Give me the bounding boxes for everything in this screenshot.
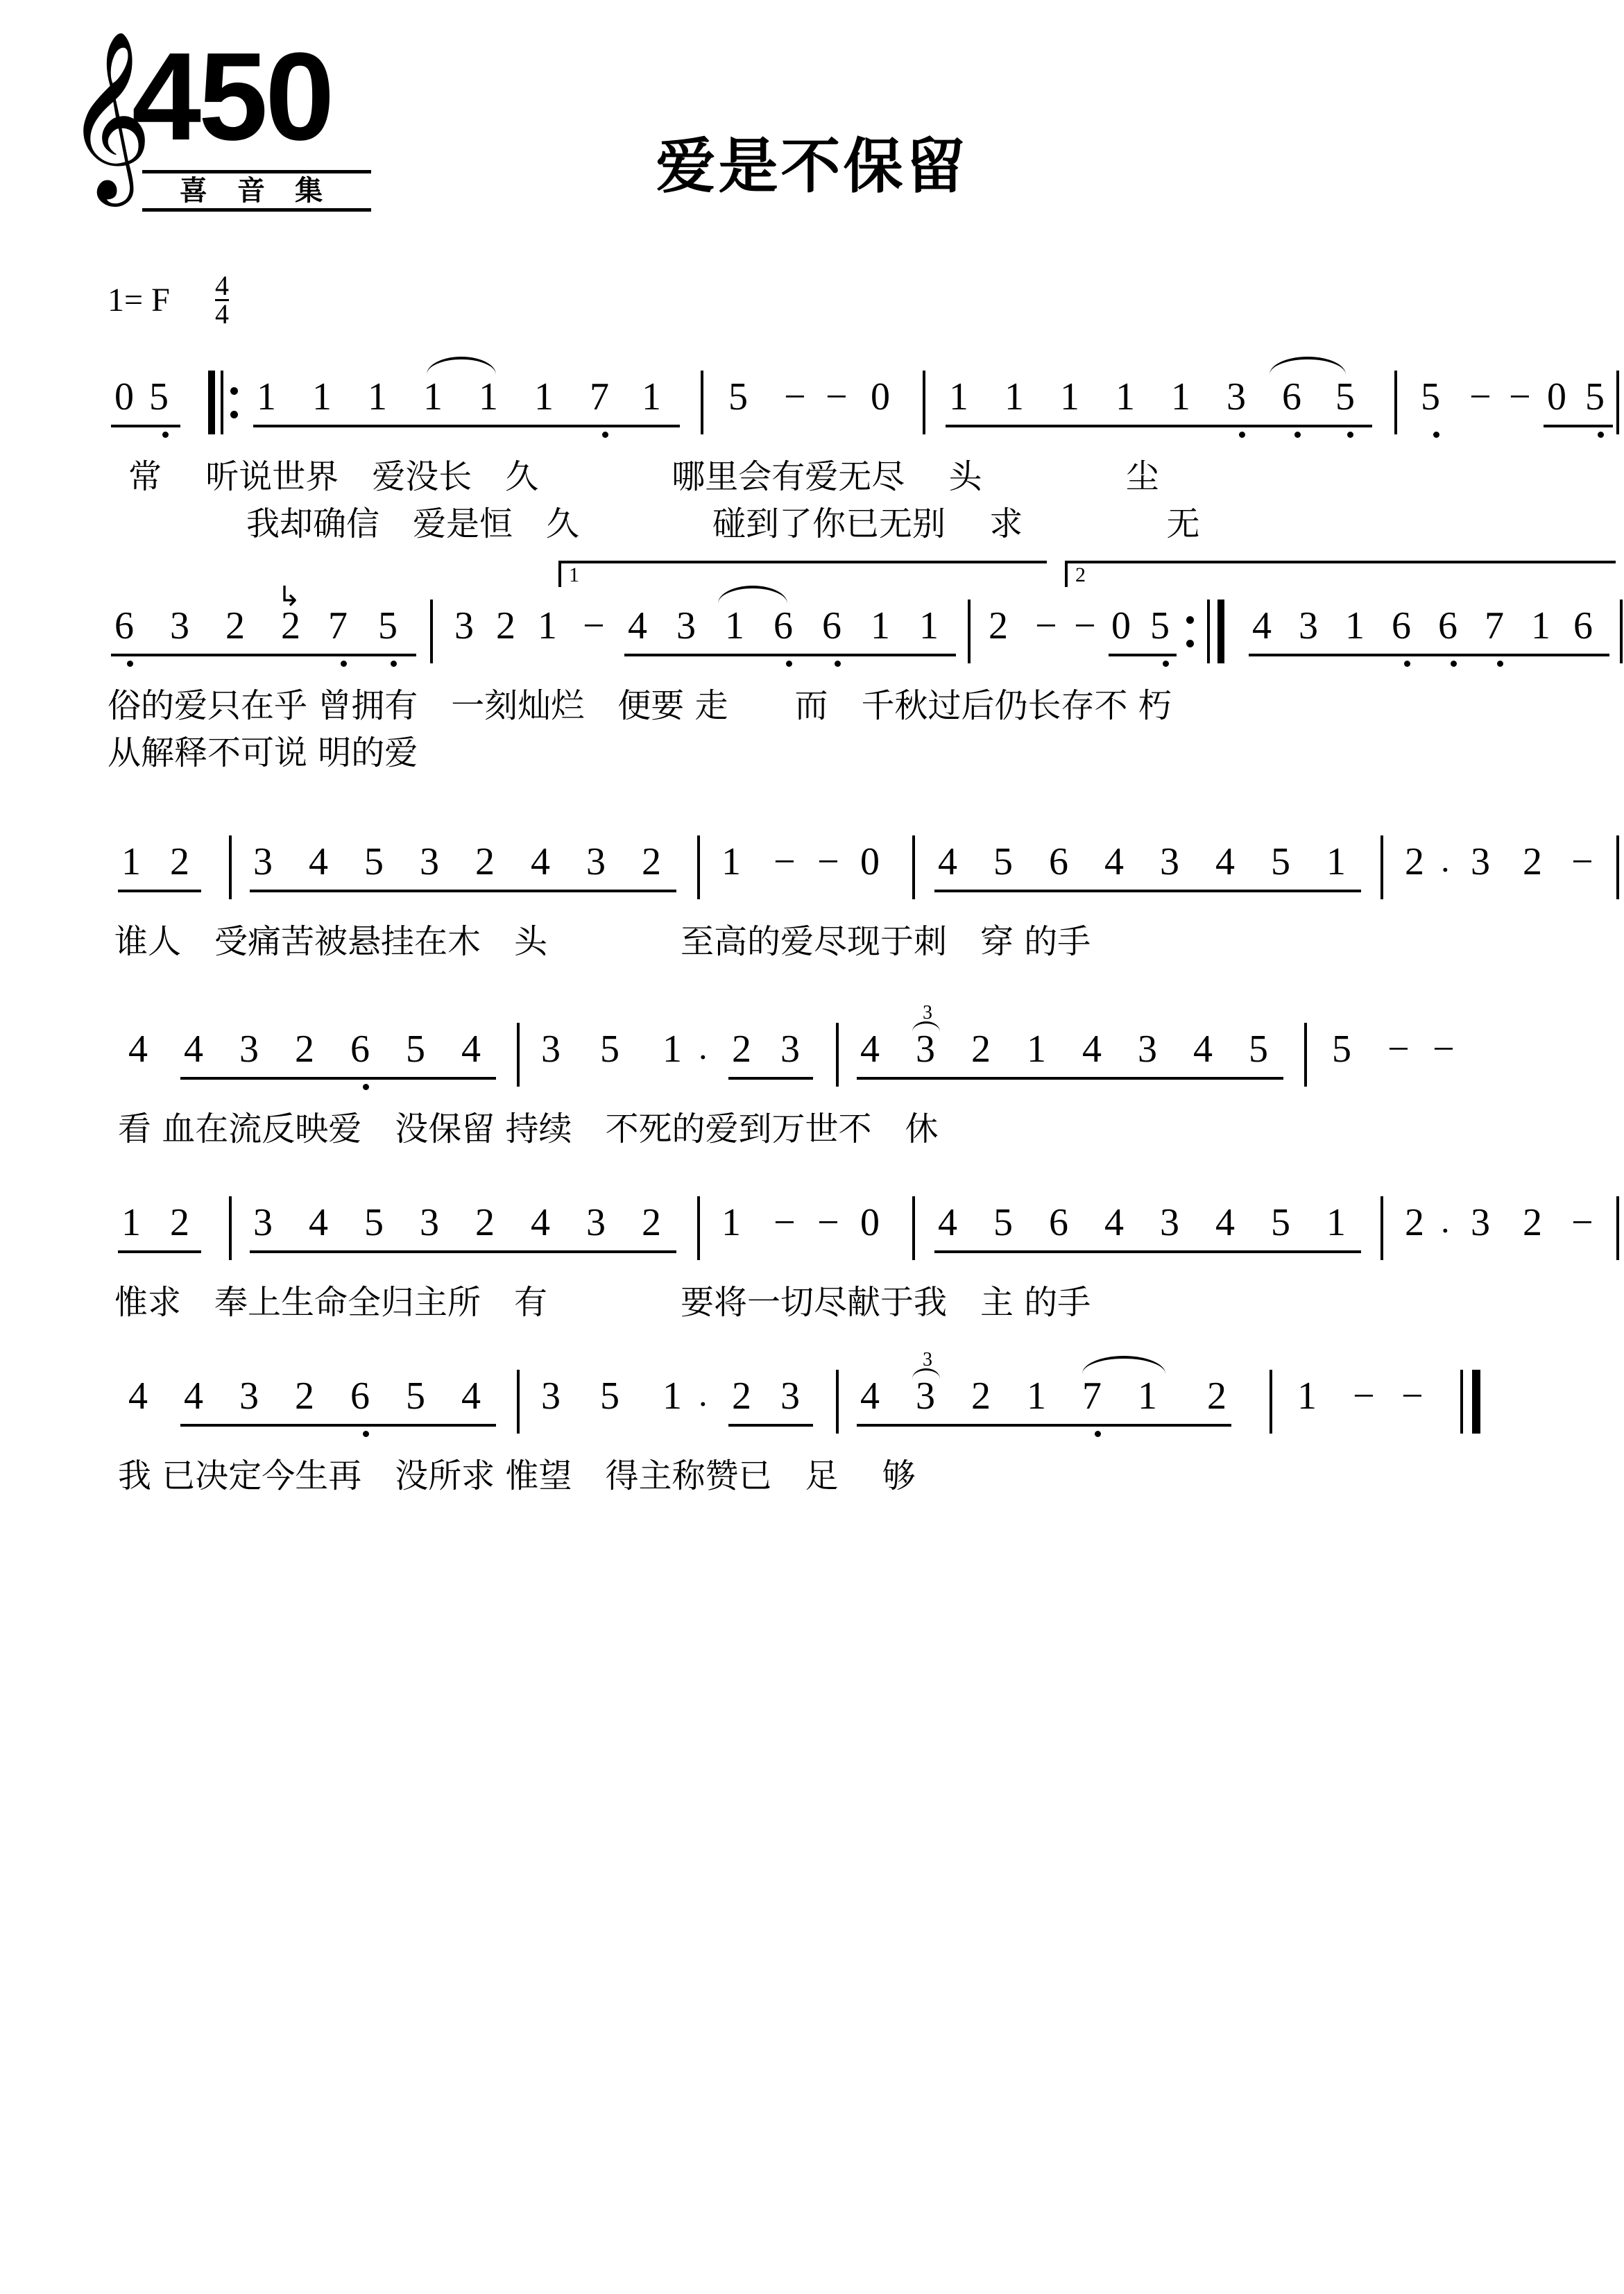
note: − xyxy=(1401,1375,1424,1418)
note: − xyxy=(826,375,848,418)
note: 3 xyxy=(454,604,474,647)
note: 0 xyxy=(860,840,880,883)
note: 1 xyxy=(721,840,741,883)
time-signature xyxy=(215,270,229,330)
note: 7 xyxy=(1485,604,1504,647)
note: 5 xyxy=(1332,1028,1351,1071)
octave-dot-low xyxy=(162,432,169,438)
note: 1 xyxy=(1138,1375,1157,1418)
beam xyxy=(118,1250,201,1253)
note: 5 xyxy=(406,1028,425,1071)
note: 6 xyxy=(350,1028,370,1071)
beam xyxy=(857,1077,1283,1080)
final-barline-thin xyxy=(1460,1370,1463,1434)
note: 5 xyxy=(378,604,398,647)
octave-dot-low xyxy=(363,1431,369,1437)
barline xyxy=(697,835,700,899)
note: 2 xyxy=(170,1201,189,1244)
barline xyxy=(701,371,703,434)
note: 6 xyxy=(822,604,841,647)
note: 6 xyxy=(114,604,134,647)
note: 6 xyxy=(1438,604,1458,647)
note: 1 xyxy=(538,604,557,647)
note: 2 xyxy=(1207,1375,1226,1418)
beam xyxy=(946,425,1372,427)
octave-dot-low xyxy=(1095,1431,1101,1437)
note: 6 xyxy=(1049,840,1068,883)
note: 5 xyxy=(1249,1028,1268,1071)
note: 1 xyxy=(871,604,890,647)
key-signature: 1= F xyxy=(108,282,170,318)
barline xyxy=(1394,371,1397,434)
dotted-rhythm-dot: · xyxy=(697,1384,709,1423)
note: 0 xyxy=(1547,375,1566,418)
note: 0 xyxy=(114,375,134,418)
note: 5 xyxy=(1335,375,1355,418)
note: 3 xyxy=(170,604,189,647)
octave-dot-low xyxy=(341,661,347,667)
time-signature-denominator: 4 xyxy=(215,298,229,330)
note: 2 xyxy=(642,1201,661,1244)
note: 4 xyxy=(1082,1028,1102,1071)
lyrics-verse-2 xyxy=(0,726,1624,772)
note: − xyxy=(817,840,839,883)
collection-number: 450 xyxy=(132,27,332,167)
beam xyxy=(180,1424,496,1427)
collection-name: 喜 音 集 xyxy=(142,170,371,212)
note: 1 xyxy=(1027,1375,1046,1418)
note: − xyxy=(1469,375,1491,418)
note: 1 xyxy=(1326,1201,1346,1244)
beam xyxy=(728,1077,813,1080)
note: 3 xyxy=(1471,840,1490,883)
note: 4 xyxy=(1215,1201,1235,1244)
note: 1 xyxy=(721,1201,741,1244)
lyrics-text: 看 血在流反映爱 没保留 持续 不死的爱到万世不 休 xyxy=(118,1110,939,1148)
note: 3 xyxy=(253,840,273,883)
note: 5 xyxy=(1271,840,1290,883)
octave-dot-low xyxy=(1598,432,1604,438)
note: 7 xyxy=(1082,1375,1102,1418)
dotted-rhythm-dot: · xyxy=(1439,1211,1451,1250)
system-6 xyxy=(0,1349,1624,1495)
barline xyxy=(836,1023,839,1087)
note: 5 xyxy=(1585,375,1605,418)
note: 2 xyxy=(475,840,495,883)
note: 4 xyxy=(461,1375,481,1418)
note: 1 xyxy=(1171,375,1190,418)
note: 5 xyxy=(1271,1201,1290,1244)
barline xyxy=(968,600,971,663)
barline xyxy=(1616,1196,1619,1260)
note: 6 xyxy=(1573,604,1593,647)
triplet-number: 3 xyxy=(923,1349,932,1370)
note: 4 xyxy=(1104,1201,1124,1244)
barline xyxy=(1616,371,1619,434)
note: 2 xyxy=(1523,1201,1542,1244)
octave-dot-low xyxy=(602,432,608,438)
system-5 xyxy=(0,1200,1624,1322)
note: 5 xyxy=(600,1375,619,1418)
note: 2 xyxy=(642,840,661,883)
barline xyxy=(517,1023,520,1087)
lyrics-verse-2 xyxy=(0,497,1624,543)
note: 4 xyxy=(1193,1028,1213,1071)
beam xyxy=(1544,425,1613,427)
beam xyxy=(253,425,680,427)
note: 2 xyxy=(170,840,189,883)
repeat-start-thick xyxy=(208,371,215,434)
notation-row xyxy=(0,1200,1624,1256)
note: 4 xyxy=(531,840,550,883)
note: 2 xyxy=(225,604,245,647)
notation-row xyxy=(0,840,1624,895)
volta-number-2: 2 xyxy=(1075,563,1086,586)
lyrics-text: 惟求 奉上生命全归主所 有 要将一切尽献于我 主 的手 xyxy=(114,1283,1091,1322)
note: − xyxy=(1433,1028,1455,1071)
note: 1 xyxy=(534,375,554,418)
note: 3 xyxy=(541,1028,561,1071)
notation-row xyxy=(0,1002,1624,1082)
beam xyxy=(1249,654,1609,656)
beam xyxy=(1109,654,1177,656)
octave-dot-low xyxy=(1497,661,1503,667)
note: 5 xyxy=(364,1201,384,1244)
grace-mark-icon: ↳ xyxy=(277,581,301,612)
lyrics-text: 我 已决定今生再 没所求 惟望 得主称赞已 足 够 xyxy=(118,1456,916,1495)
lyrics-text: 谁人 受痛苦被悬挂在木 头 至高的爱尽现于刺 穿 的手 xyxy=(114,922,1091,961)
note: 5 xyxy=(993,840,1013,883)
note: 7 xyxy=(590,375,609,418)
notation-row xyxy=(0,1349,1624,1429)
note: 1 xyxy=(642,375,661,418)
barline xyxy=(1381,1196,1383,1260)
note: 1 xyxy=(257,375,276,418)
note: 3 xyxy=(676,604,696,647)
note: 1 xyxy=(663,1028,682,1071)
note: 5 xyxy=(600,1028,619,1071)
note: − xyxy=(773,1201,796,1244)
note: 1 xyxy=(1345,604,1365,647)
note: − xyxy=(817,1201,839,1244)
octave-dot-low xyxy=(363,1084,369,1090)
note: 1 xyxy=(121,840,141,883)
note: 1 xyxy=(1005,375,1024,418)
note: − xyxy=(1353,1375,1375,1418)
barline xyxy=(1616,835,1619,899)
note: 3 xyxy=(1471,1201,1490,1244)
note: 2 xyxy=(1405,840,1424,883)
note: 1 xyxy=(725,604,744,647)
note: 1 xyxy=(1060,375,1079,418)
barline xyxy=(912,835,915,899)
note: − xyxy=(1035,604,1057,647)
note: 5 xyxy=(1421,375,1440,418)
octave-dot-low xyxy=(1239,432,1245,438)
note: − xyxy=(1387,1028,1410,1071)
octave-dot-low xyxy=(1433,432,1439,438)
system-2 xyxy=(0,563,1624,772)
beam xyxy=(857,1424,1231,1427)
lyrics-verse-1 xyxy=(0,450,1624,496)
note: 4 xyxy=(938,840,957,883)
octave-dot-low xyxy=(1451,661,1457,667)
time-signature-numerator: 4 xyxy=(215,270,229,301)
note: 1 xyxy=(949,375,968,418)
note: − xyxy=(1509,375,1531,418)
system-3 xyxy=(0,840,1624,961)
barline xyxy=(1381,835,1383,899)
note: 4 xyxy=(938,1201,957,1244)
note: 0 xyxy=(1111,604,1131,647)
repeat-start-thin xyxy=(221,371,223,434)
note: 3 xyxy=(1160,1201,1179,1244)
note: 2 xyxy=(1523,840,1542,883)
note: 1 xyxy=(1531,604,1550,647)
repeat-end-thick xyxy=(1217,600,1224,663)
note: 3 xyxy=(916,1375,935,1418)
note: 5 xyxy=(728,375,748,418)
note: 3 xyxy=(420,1201,439,1244)
octave-dot-low xyxy=(391,661,397,667)
note: 4 xyxy=(1252,604,1272,647)
octave-dot-low xyxy=(835,661,841,667)
note: − xyxy=(1571,840,1593,883)
lyrics-text: 俗的爱只在乎 曾拥有 一刻灿烂 便要 走 而 千秋过后仍长存不 朽 xyxy=(108,686,1172,725)
note: 3 xyxy=(1138,1028,1157,1071)
beam xyxy=(728,1424,813,1427)
note: 3 xyxy=(541,1375,561,1418)
barline xyxy=(1270,1370,1272,1434)
note: − xyxy=(773,840,796,883)
note: 4 xyxy=(309,1201,328,1244)
barline xyxy=(229,1196,232,1260)
note: 2 xyxy=(989,604,1008,647)
octave-dot-low xyxy=(1404,661,1410,667)
note: 5 xyxy=(1150,604,1170,647)
note: 4 xyxy=(1215,840,1235,883)
note: − xyxy=(1571,1201,1593,1244)
beam xyxy=(118,890,201,892)
octave-dot-low xyxy=(127,661,133,667)
note: 5 xyxy=(993,1201,1013,1244)
system-1 xyxy=(0,375,1624,543)
lyrics-verse-1 xyxy=(0,679,1624,725)
note: − xyxy=(1074,604,1096,647)
note: 1 xyxy=(423,375,443,418)
notation-row xyxy=(0,581,1624,659)
note: − xyxy=(784,375,806,418)
note: 5 xyxy=(149,375,169,418)
note: 4 xyxy=(531,1201,550,1244)
slur xyxy=(427,357,496,375)
note: 3 xyxy=(780,1028,800,1071)
beam xyxy=(934,1250,1361,1253)
slur xyxy=(718,586,787,604)
note: 2 xyxy=(732,1028,751,1071)
note: 2 xyxy=(971,1028,991,1071)
note: 3 xyxy=(239,1375,259,1418)
barline xyxy=(517,1370,520,1434)
octave-dot-low xyxy=(1294,432,1301,438)
note: 2 xyxy=(971,1375,991,1418)
note: 3 xyxy=(916,1028,935,1071)
dotted-rhythm-dot: · xyxy=(1439,850,1451,889)
note: 7 xyxy=(328,604,348,647)
beam xyxy=(180,1077,496,1080)
beam xyxy=(111,425,180,427)
note: 3 xyxy=(1299,604,1318,647)
triplet-arc xyxy=(912,1021,940,1032)
note: 4 xyxy=(184,1028,203,1071)
note: 4 xyxy=(309,840,328,883)
beam xyxy=(111,654,416,656)
note: 1 xyxy=(919,604,939,647)
note: 1 xyxy=(1297,1375,1317,1418)
volta-number-1: 1 xyxy=(569,563,579,586)
lyrics-text: 从解释不可说 明的爱 xyxy=(108,733,418,772)
lyrics-verse-1 xyxy=(0,1102,1624,1148)
treble-clef-icon: 𝄞 xyxy=(66,29,153,199)
note: 3 xyxy=(586,840,606,883)
note: 3 xyxy=(780,1375,800,1418)
note: 4 xyxy=(628,604,647,647)
barline xyxy=(1620,600,1623,663)
octave-dot-low xyxy=(1347,432,1353,438)
note: 5 xyxy=(406,1375,425,1418)
barline xyxy=(923,371,925,434)
repeat-end-thin xyxy=(1207,600,1210,663)
octave-dot-low xyxy=(1163,661,1169,667)
barline xyxy=(836,1370,839,1434)
beam xyxy=(250,890,676,892)
barline xyxy=(697,1196,700,1260)
final-barline-thick xyxy=(1472,1370,1480,1434)
note: 4 xyxy=(184,1375,203,1418)
lyrics-verse-1 xyxy=(0,1449,1624,1495)
beam xyxy=(934,890,1361,892)
system-4 xyxy=(0,1002,1624,1148)
dotted-rhythm-dot: · xyxy=(697,1037,709,1076)
note: 5 xyxy=(364,840,384,883)
page-title: 爱是不保留 xyxy=(656,132,968,201)
note: 4 xyxy=(128,1028,148,1071)
note: 0 xyxy=(860,1201,880,1244)
note: 1 xyxy=(1116,375,1135,418)
barline xyxy=(430,600,433,663)
barline xyxy=(1304,1023,1307,1087)
note: 1 xyxy=(312,375,332,418)
note: 1 xyxy=(1027,1028,1046,1071)
note: 3 xyxy=(420,840,439,883)
beam xyxy=(250,1250,676,1253)
slur xyxy=(1082,1356,1165,1374)
note: 2 xyxy=(1405,1201,1424,1244)
note: 3 xyxy=(586,1201,606,1244)
triplet-number: 3 xyxy=(923,1002,932,1023)
lyrics-text: 我却确信 爱是恒 久 碰到了你已无别 求 无 xyxy=(246,504,1200,543)
note: 2 xyxy=(281,604,300,647)
note: 2 xyxy=(475,1201,495,1244)
beam xyxy=(624,654,956,656)
lyrics-verse-1 xyxy=(0,915,1624,961)
note: 1 xyxy=(663,1375,682,1418)
note: 2 xyxy=(732,1375,751,1418)
barline xyxy=(229,835,232,899)
notation-row xyxy=(0,375,1624,430)
note: 6 xyxy=(1282,375,1301,418)
slur xyxy=(1270,357,1346,375)
note: 2 xyxy=(295,1375,314,1418)
lyrics-text: 常 听说世界 爱没长 久 哪里会有爱无尽 头 尘 xyxy=(128,457,1159,496)
lyrics-verse-1 xyxy=(0,1275,1624,1322)
note: 3 xyxy=(239,1028,259,1071)
note: 1 xyxy=(1326,840,1346,883)
note: 6 xyxy=(773,604,793,647)
octave-dot-low xyxy=(786,661,792,667)
note: 4 xyxy=(860,1375,880,1418)
note: 1 xyxy=(479,375,498,418)
volta-bracket-1 xyxy=(558,561,1047,587)
note: 0 xyxy=(871,375,890,418)
barline xyxy=(912,1196,915,1260)
note: 1 xyxy=(368,375,387,418)
note: 2 xyxy=(295,1028,314,1071)
note: 4 xyxy=(461,1028,481,1071)
note: 2 xyxy=(496,604,515,647)
note: 1 xyxy=(121,1201,141,1244)
note: 6 xyxy=(350,1375,370,1418)
note: 4 xyxy=(1104,840,1124,883)
note: − xyxy=(583,604,605,647)
triplet-arc xyxy=(912,1368,940,1379)
note: 6 xyxy=(1392,604,1411,647)
note: 4 xyxy=(860,1028,880,1071)
note: 3 xyxy=(1226,375,1246,418)
note: 4 xyxy=(128,1375,148,1418)
note: 6 xyxy=(1049,1201,1068,1244)
volta-bracket-2 xyxy=(1065,561,1616,587)
note: 3 xyxy=(1160,840,1179,883)
note: 3 xyxy=(253,1201,273,1244)
